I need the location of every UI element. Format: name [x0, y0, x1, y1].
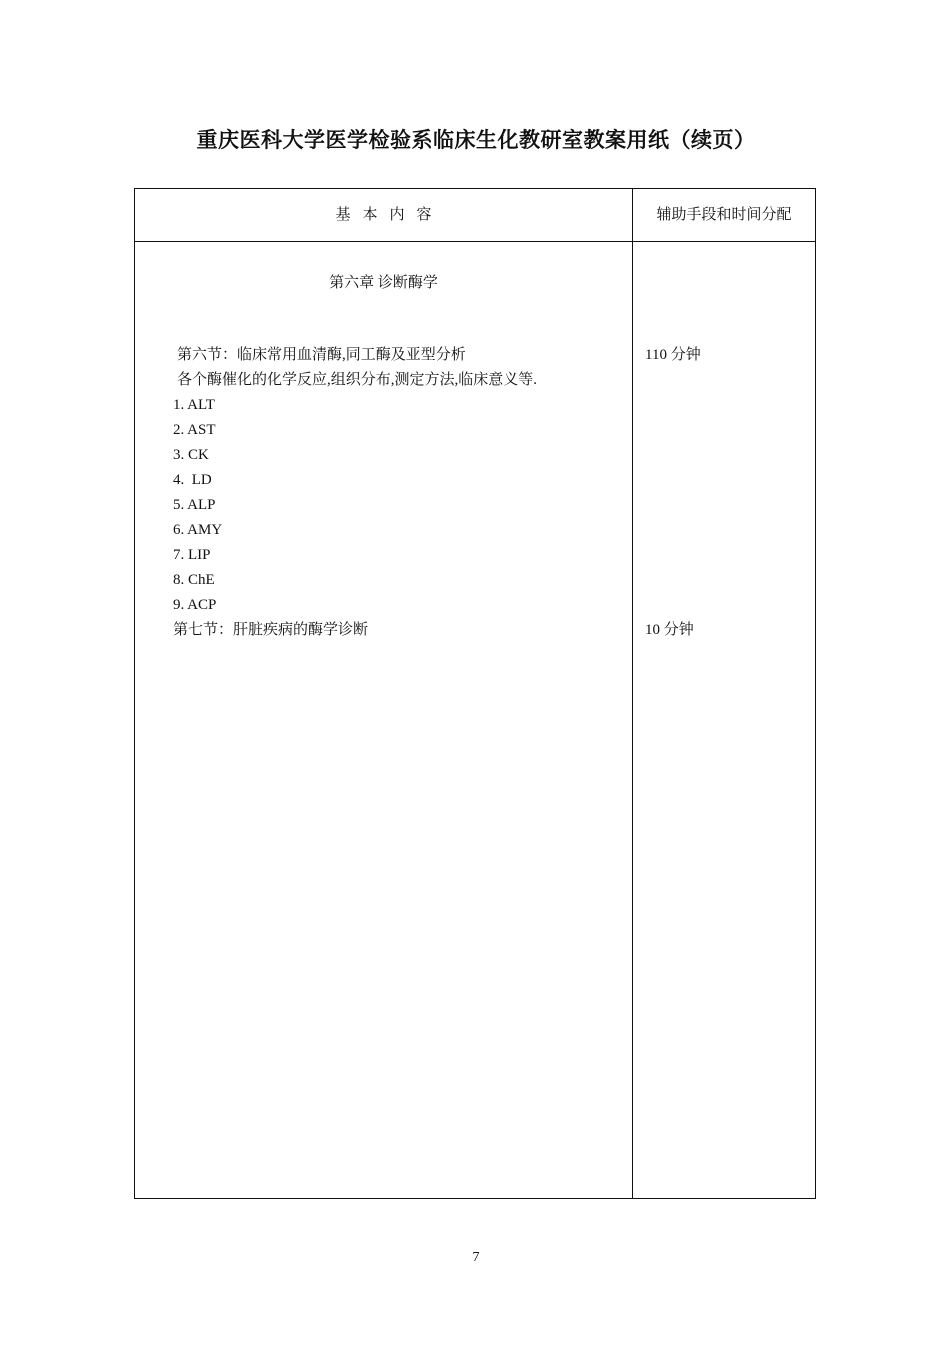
lesson-plan-table — [134, 188, 816, 1199]
table-header-row — [135, 189, 815, 242]
column-divider — [632, 189, 633, 1198]
content-body — [173, 343, 623, 643]
header-aids-time: 辅助手段和时间分配 — [656, 207, 792, 223]
list-item: 6. AMY — [173, 522, 223, 538]
section-6-heading: 第六节：临床常用血清酶,同工酶及亚型分析 — [177, 347, 466, 363]
list-item: 5. ALP — [173, 497, 216, 513]
header-basic-content: 基本内容 — [335, 207, 444, 223]
chapter-title: 第六章 诊断酶学 — [329, 275, 438, 291]
list-item: 2. AST — [173, 422, 216, 438]
list-item: 4. LD — [173, 472, 212, 488]
list-item: 7. LIP — [173, 547, 211, 563]
list-item: 1. ALT — [173, 397, 215, 413]
page-title: 重庆医科大学医学检验系临床生化教研室教案用纸（续页） — [196, 128, 756, 152]
section-7-heading: 第七节：肝脏疾病的酶学诊断 — [173, 622, 369, 638]
page-number: 7 — [472, 1250, 480, 1265]
section-7-time: 10 分钟 — [645, 622, 694, 638]
list-item: 9. ACP — [173, 597, 217, 613]
list-item: 8. ChE — [173, 572, 215, 588]
section-6-time: 110 分钟 — [645, 347, 701, 363]
section-6-description: 各个酶催化的化学反应,组织分布,测定方法,临床意义等. — [177, 372, 538, 388]
list-item: 3. CK — [173, 447, 209, 463]
